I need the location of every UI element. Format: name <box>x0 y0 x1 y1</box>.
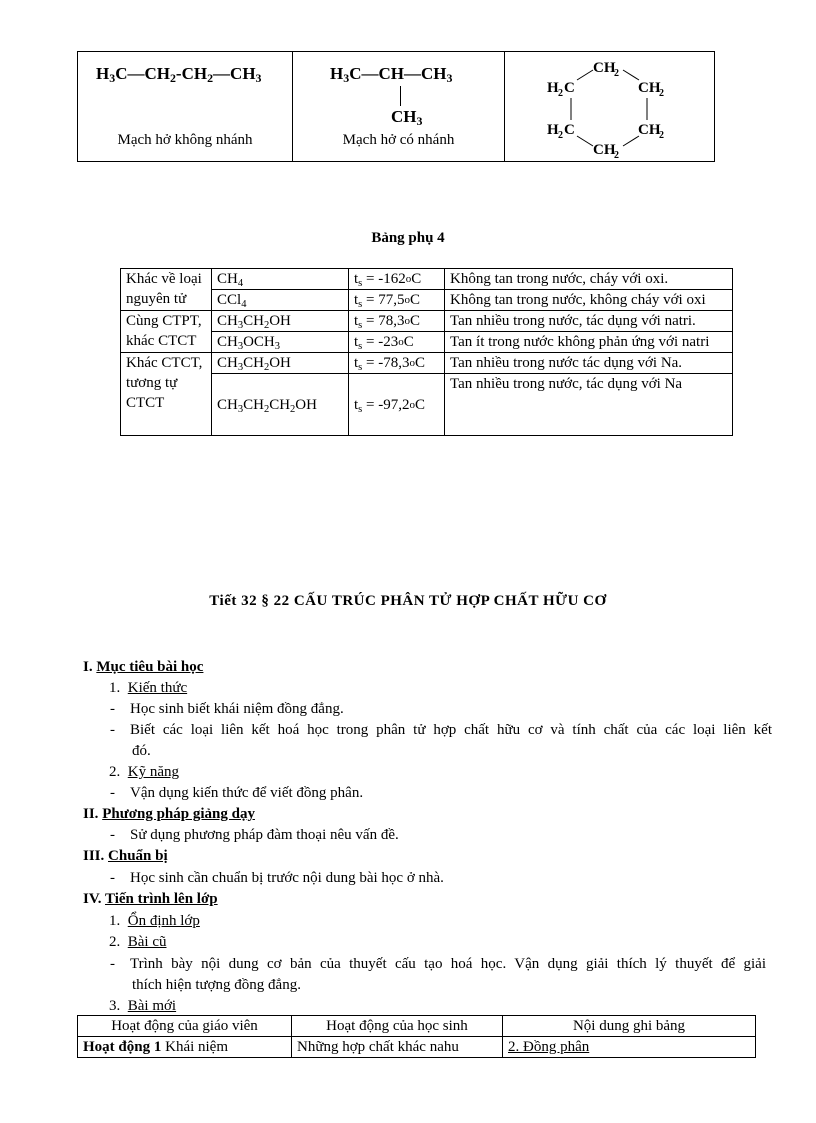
formula-cell: $CH_3OCH_3$ <box>212 332 349 353</box>
svg-text:2: 2 <box>614 68 619 79</box>
table-row <box>121 374 733 436</box>
section-title: Mục tiêu bài học <box>96 659 204 675</box>
structure-table <box>77 51 715 162</box>
subsection-title: Kỹ năng <box>127 764 179 780</box>
properties-table <box>120 268 733 436</box>
list-item: 1. Ổn định lớp <box>109 913 200 929</box>
column-header: Hoạt động của giáo viên <box>78 1016 292 1037</box>
temp-cell: $t_s = -97,2oC$ <box>349 374 445 436</box>
list-item: 2. Kỹ năng <box>109 764 179 780</box>
caption-linear: Mạch hở không nhánh <box>117 132 253 148</box>
svg-text:2: 2 <box>558 88 563 99</box>
list-item: 2. Bài cũ <box>109 934 167 950</box>
lesson-heading: Tiết 32 § 22 CẤU TRÚC PHÂN TỬ HỢP CHẤT HỮU CƠ <box>209 593 607 609</box>
list-text: Học sinh biết khái niệm đồng đẳng. <box>130 701 344 717</box>
formula-cell: $CH_4$ <box>212 269 349 290</box>
svg-text:H: H <box>547 122 559 138</box>
column-header: Nội dung ghi bảng <box>503 1016 756 1037</box>
note-cell: Không tan trong nước, cháy với oxi. <box>445 269 733 290</box>
temp-cell: $t_s = -78,3oC$ <box>349 353 445 374</box>
table-row <box>121 353 733 374</box>
section-number: I. <box>83 659 93 675</box>
structure-cell-branched <box>293 52 505 162</box>
temp-cell: $t_s = 78,3oC$ <box>349 311 445 332</box>
caption-branched: Mạch hở có nhánh <box>342 132 455 148</box>
board-content: 2. Đồng phân <box>508 1039 590 1055</box>
note-cell: Tan ít trong nước không phản ứng với natri <box>445 332 733 353</box>
section-2-heading <box>83 804 255 824</box>
column-header: Hoạt động của học sinh <box>292 1016 503 1037</box>
svg-text:CH: CH <box>593 142 616 158</box>
activity-table <box>77 1015 756 1058</box>
list-item: - Trình bày nội dung cơ bản của thuyết cấu tạo hoá học. Vận dụng giải thích lý thuyết để giải <box>110 956 766 972</box>
svg-text:C: C <box>564 80 575 96</box>
structure-cell-linear <box>78 52 293 162</box>
svg-text:C: C <box>564 122 575 138</box>
group-label: Khác về loại nguyên tử <box>121 269 212 311</box>
list-text: Sử dụng phương pháp đàm thoại nêu vấn đề. <box>130 827 399 843</box>
list-text: Vận dụng kiến thức để viết đồng phân. <box>130 785 364 801</box>
list-text-continued: thích hiện tượng đồng đẳng. <box>132 977 301 993</box>
table-row <box>121 269 733 290</box>
temp-cell: $t_s = -23oC$ <box>349 332 445 353</box>
cyclohexane-diagram <box>505 52 716 162</box>
list-text: Trình bày nội dung cơ bản của thuyết cấu tạo hoá học. Vận dụng giải thích lý thuyết để giải <box>130 956 766 972</box>
section-title: Phương pháp giảng dạy <box>102 806 255 822</box>
formula-branch-methyl: $CH_3$ <box>391 107 423 128</box>
group-label: Khác CTCT, tương tự CTCT <box>121 353 212 436</box>
table4-title: Bảng phụ 4 <box>371 230 445 246</box>
table-cell: Những hợp chất khác nahu <box>292 1037 503 1058</box>
note-cell: Tan nhiều trong nước, tác dụng với Na <box>445 374 733 436</box>
subsection-title: Ổn định lớp <box>127 913 200 929</box>
activity-text: Khái niệm <box>161 1039 229 1055</box>
list-item: - Vận dụng kiến thức để viết đồng phân. <box>110 785 364 801</box>
formula-butane: $H_3C—CH_2-CH_2—CH_3$ <box>96 64 262 85</box>
svg-text:CH: CH <box>638 122 661 138</box>
temp-cell: $t_s = -162oC$ <box>349 269 445 290</box>
list-text: Biết các loại liên kết hoá học trong phân tử hợp chất hữu cơ và tính chất của các loại liên kết <box>130 722 772 738</box>
table-header-row <box>78 1016 756 1037</box>
subsection-title: Bài mới <box>127 998 177 1014</box>
svg-text:2: 2 <box>614 150 619 161</box>
formula-cell: $CH_3CH_2CH_2OH$ <box>212 374 349 436</box>
list-item: 1. Kiến thức <box>109 680 188 696</box>
formula-cell: CCl$_4$ <box>212 290 349 311</box>
branch-bond <box>400 86 401 106</box>
section-1-heading <box>83 657 203 677</box>
section-title: Tiến trình lên lớp <box>104 891 218 907</box>
structure-cell-ring <box>505 52 715 162</box>
section-number: IV. <box>83 891 102 907</box>
note-cell: Tan nhiều trong nước, tác dụng với natri. <box>445 311 733 332</box>
svg-text:2: 2 <box>659 88 664 99</box>
table-row <box>78 1037 756 1058</box>
table-row <box>121 311 733 332</box>
svg-text:CH: CH <box>638 80 661 96</box>
table-cell <box>78 1037 292 1058</box>
group-label: Cùng CTPT, khác CTCT <box>121 311 212 353</box>
svg-text:CH: CH <box>593 60 616 76</box>
list-text: Học sinh cần chuẩn bị trước nội dung bài học ở nhà. <box>130 870 444 886</box>
note-cell: Không tan trong nước, không cháy với oxi <box>445 290 733 311</box>
table-cell <box>503 1037 756 1058</box>
table-row <box>121 290 733 311</box>
subsection-title: Kiến thức <box>127 680 188 696</box>
list-item: - Học sinh biết khái niệm đồng đẳng. <box>110 701 344 717</box>
formula-cell: $CH_3CH_2OH$ <box>212 311 349 332</box>
svg-text:H: H <box>547 80 559 96</box>
section-number: III. <box>83 848 105 864</box>
temp-cell: $t_s = 77,5oC$ <box>349 290 445 311</box>
activity-label: Hoạt động 1 <box>83 1039 162 1055</box>
section-title: Chuẩn bị <box>108 848 168 864</box>
list-text-continued: đó. <box>132 743 151 759</box>
section-number: II. <box>83 806 99 822</box>
list-item: 3. Bài mới <box>109 998 177 1014</box>
subsection-title: Bài cũ <box>127 934 167 950</box>
formula-isobutane: $H_3C—CH—CH_3$ <box>330 64 453 85</box>
formula-cell: $CH_3CH_2OH$ <box>212 353 349 374</box>
svg-text:2: 2 <box>558 130 563 141</box>
svg-text:2: 2 <box>659 130 664 141</box>
list-item: - Biết các loại liên kết hoá học trong phân tử hợp chất hữu cơ và tính chất của các loại liên kết <box>110 722 772 738</box>
list-item: - Học sinh cần chuẩn bị trước nội dung bài học ở nhà. <box>110 870 444 886</box>
list-item: - Sử dụng phương pháp đàm thoại nêu vấn đề. <box>110 827 399 843</box>
table-row <box>121 332 733 353</box>
section-3-heading <box>83 846 168 866</box>
section-4-heading <box>83 889 218 909</box>
note-cell: Tan nhiều trong nước tác dụng với Na. <box>445 353 733 374</box>
